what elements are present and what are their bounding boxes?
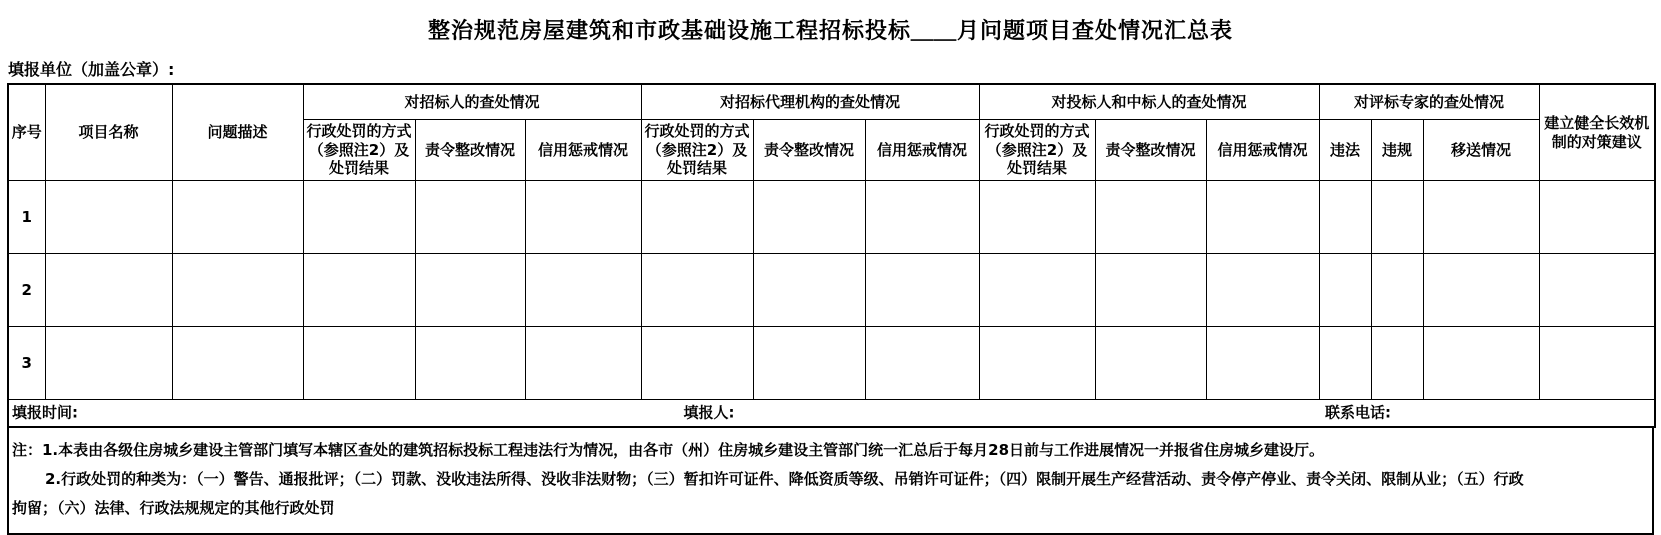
footer-phone-label: 联系电话:	[1325, 403, 1391, 422]
empty-cell	[172, 327, 303, 400]
sub-header-credit-discipline-1: 信用惩戒情况	[525, 120, 641, 181]
empty-cell	[865, 327, 979, 400]
empty-cell	[1319, 181, 1371, 254]
page-title: 整治规范房屋建筑和市政基础设施工程招标投标＿＿月问题项目查处情况汇总表	[427, 19, 1233, 44]
note-line-3: 拘留；（六）法律、行政法规规定的其他行政处罚	[12, 499, 335, 517]
empty-cell	[415, 327, 525, 400]
footer-row	[8, 400, 1655, 428]
empty-cell	[1423, 327, 1539, 400]
seq-cell: 1	[8, 181, 45, 254]
sub-header-credit-discipline-3: 信用惩戒情况	[1206, 120, 1319, 181]
empty-cell	[641, 327, 753, 400]
footer-time-label: 填报时间:	[12, 403, 78, 422]
empty-cell	[865, 254, 979, 327]
seq-cell: 3	[8, 327, 45, 400]
empty-cell	[172, 254, 303, 327]
empty-cell	[1539, 254, 1655, 327]
empty-cell	[753, 327, 865, 400]
empty-cell	[1206, 327, 1319, 400]
table-row-2	[8, 254, 1655, 327]
empty-cell	[753, 254, 865, 327]
col-header-seq: 序号	[8, 84, 45, 181]
footer-cell	[8, 400, 1655, 428]
empty-cell	[303, 327, 415, 400]
col-header-suggestion: 建立健全长效机制的对策建议	[1539, 84, 1655, 181]
empty-cell	[641, 181, 753, 254]
group-header-bidder-winner: 对投标人和中标人的查处情况	[979, 84, 1319, 120]
sub-header-admin-penalty-2: 行政处罚的方式（参照注2）及处罚结果	[641, 120, 753, 181]
form-unit-label: 填报单位（加盖公章）:	[8, 60, 175, 79]
empty-cell	[1423, 254, 1539, 327]
empty-cell	[525, 181, 641, 254]
empty-cell	[1539, 327, 1655, 400]
table-row-3	[8, 327, 1655, 400]
empty-cell	[415, 254, 525, 327]
empty-cell	[1423, 181, 1539, 254]
col-header-problem-desc: 问题描述	[172, 84, 303, 181]
group-header-agency: 对招标代理机构的查处情况	[641, 84, 979, 120]
empty-cell	[525, 254, 641, 327]
empty-cell	[45, 254, 172, 327]
empty-cell	[865, 181, 979, 254]
empty-cell	[1095, 327, 1206, 400]
empty-cell	[1371, 254, 1423, 327]
empty-cell	[1095, 254, 1206, 327]
empty-cell	[172, 181, 303, 254]
empty-cell	[979, 181, 1095, 254]
empty-cell	[641, 254, 753, 327]
empty-cell	[979, 327, 1095, 400]
empty-cell	[525, 327, 641, 400]
empty-cell	[979, 254, 1095, 327]
sub-header-rectification-2: 责令整改情况	[753, 120, 865, 181]
sub-header-admin-penalty-3: 行政处罚的方式（参照注2）及处罚结果	[979, 120, 1095, 181]
empty-cell	[45, 327, 172, 400]
note-line-1: 注：1.本表由各级住房城乡建设主管部门填写本辖区查处的建筑招标投标工程违法行为情况，由各市（州）住房城乡建设主管部门统一汇总后于每月28日前与工作进展情况一并报省住房城乡建设厅。	[12, 441, 1325, 459]
sub-header-violation: 违规	[1371, 120, 1423, 181]
empty-cell	[1371, 327, 1423, 400]
empty-cell	[1539, 181, 1655, 254]
table-row-1	[8, 181, 1655, 254]
empty-cell	[1319, 327, 1371, 400]
sub-header-admin-penalty-1: 行政处罚的方式（参照注2）及处罚结果	[303, 120, 415, 181]
empty-cell	[415, 181, 525, 254]
seq-cell: 2	[8, 254, 45, 327]
empty-cell	[1206, 254, 1319, 327]
group-header-expert: 对评标专家的查处情况	[1319, 84, 1539, 120]
empty-cell	[1095, 181, 1206, 254]
sub-header-credit-discipline-2: 信用惩戒情况	[865, 120, 979, 181]
empty-cell	[753, 181, 865, 254]
empty-cell	[45, 181, 172, 254]
sub-header-transfer: 移送情况	[1423, 120, 1539, 181]
sub-header-rectification-3: 责令整改情况	[1095, 120, 1206, 181]
sub-header-rectification-1: 责令整改情况	[415, 120, 525, 181]
sub-header-illegal: 违法	[1319, 120, 1371, 181]
empty-cell	[1319, 254, 1371, 327]
note-line-2: 2.行政处罚的种类为：（一）警告、通报批评；（二）罚款、没收违法所得、没收非法财物；（三）暂扣许可证件、降低资质等级、吊销许可证件；（四）限制开展生产经营活动、责令停产停业、责令关闭、限制从业；（五）行政	[45, 470, 1524, 488]
header-group-row	[8, 84, 1655, 120]
footer-person-label: 填报人:	[683, 403, 735, 422]
empty-cell	[303, 181, 415, 254]
summary-table	[7, 83, 1656, 428]
col-header-project-name: 项目名称	[45, 84, 172, 181]
empty-cell	[1206, 181, 1319, 254]
empty-cell	[303, 254, 415, 327]
group-header-bidder: 对招标人的查处情况	[303, 84, 641, 120]
empty-cell	[1371, 181, 1423, 254]
